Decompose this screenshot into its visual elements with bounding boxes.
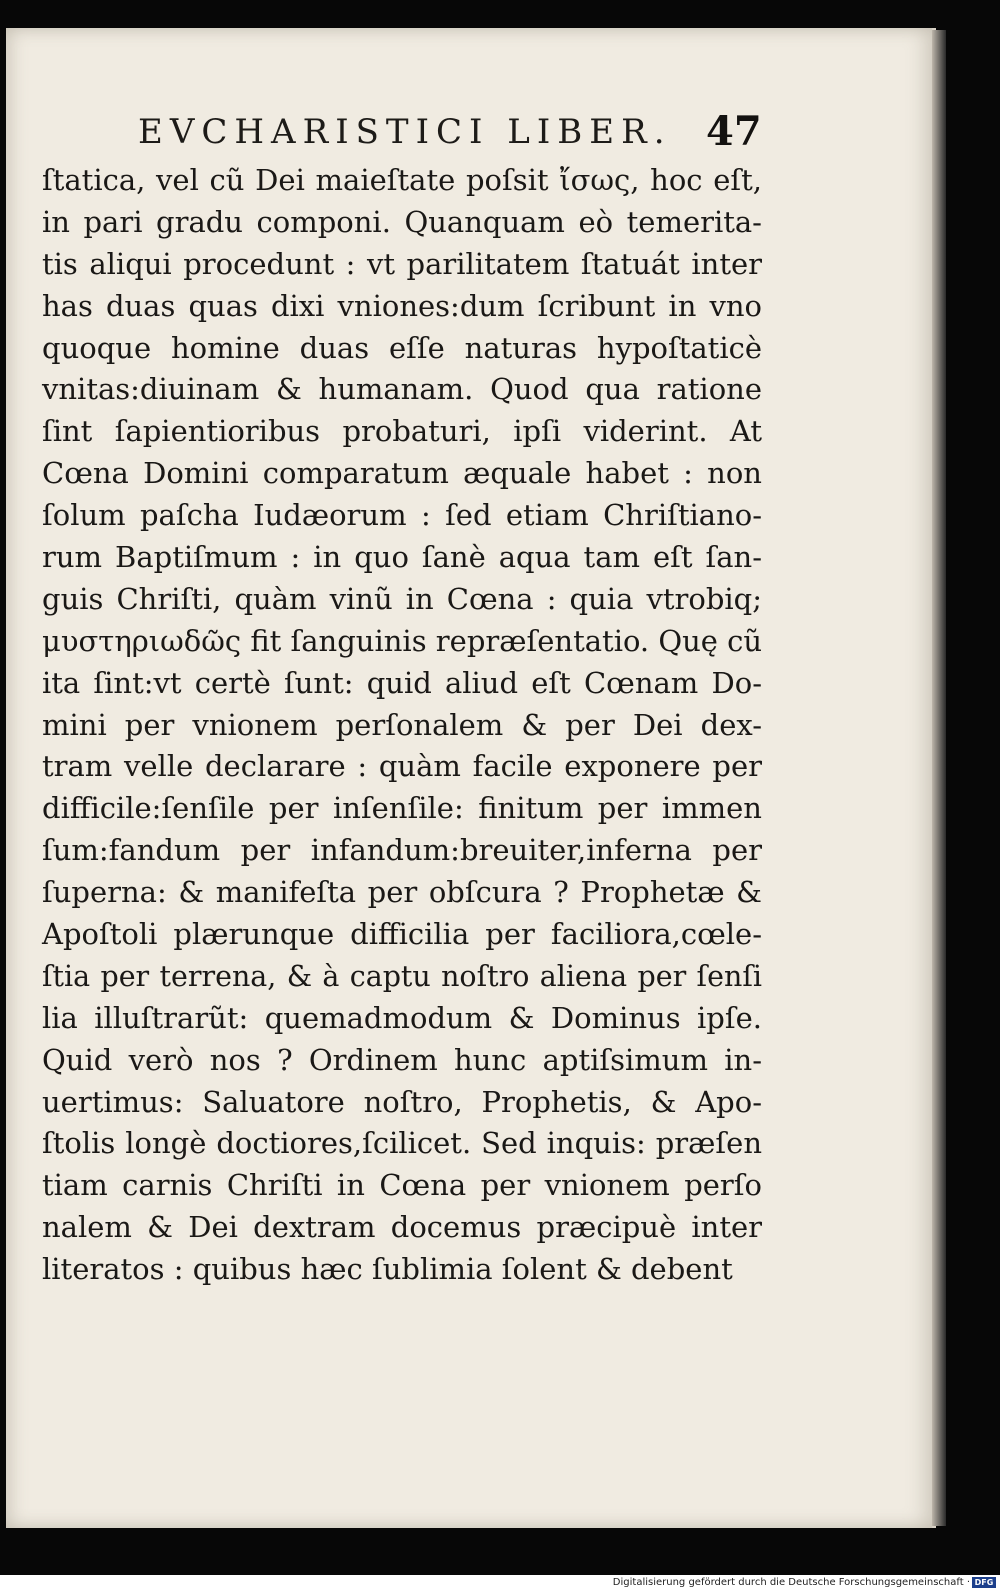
text-line: ſum:fandum per infandum:breuiter,inferna per	[42, 833, 762, 868]
funding-credit: Digitalisierung gefördert durch die Deutsche Forschungsgemeinschaft ·	[612, 1577, 970, 1588]
text-line: ſtolis longè doctiores,ſcilicet. Sed inquis: præſen	[42, 1126, 762, 1161]
text-line: μυστηριωδῶς fit ſanguinis repræſentatio. Quę cũ	[42, 623, 763, 658]
text-line: lia illuſtrarũt: quemadmodum & Dominus ipſe.	[42, 1000, 762, 1035]
text-line: literatos : quibus hæc ſublimia ſolent & debent	[42, 1252, 733, 1287]
page-edge	[932, 30, 946, 1526]
text-line: ita ſint:vt certè ſunt: quid aliud eſt Cœnam Do-	[42, 665, 762, 700]
text-line: quoque homine duas eſſe naturas hypoſtaticè	[42, 330, 762, 365]
text-line: nalem & Dei dextram docemus præcipuè inter	[42, 1210, 762, 1245]
text-line: has duas quas dixi vniones:dum ſcribunt in vno	[42, 288, 762, 323]
text-line: rum Baptiſmum : in quo ſanè aqua tam eſt ſan-	[42, 540, 762, 575]
text-line: in pari gradu componi. Quanquam eò temerita-	[42, 204, 762, 239]
text-line: ſtia per terrena, & à captu noſtro aliena per ſenſi	[42, 959, 762, 993]
text-line: ſuperna: & manifeſta per obſcura ? Prophetæ &	[42, 875, 762, 910]
body-text	[42, 160, 762, 1291]
text-line: tram velle declarare : quàm facile exponere per	[42, 749, 762, 784]
text-line: guis Chriſti, quàm vinũ in Cœna : quia vtrobiq;	[42, 581, 762, 616]
text-line: Quid verò nos ? Ordinem hunc aptiſsimum in-	[42, 1042, 762, 1077]
text-line: Cœna Domini comparatum æquale habet : non	[42, 456, 762, 491]
text-line: ſtatica, vel cũ Dei maieſtate poſsit ἴσως, hoc eſt,	[42, 163, 762, 197]
text-line: Apoſtoli plærunque difficilia per faciliora,cœle-	[42, 917, 762, 952]
text-line: vnitas:diuinam & humanam. Quod qua ratione	[42, 372, 762, 407]
footer-bar	[0, 1575, 1000, 1590]
text-line: uertimus: Saluatore noſtro, Prophetis, & Apo-	[42, 1084, 762, 1119]
dfg-logo-icon: DFG	[972, 1577, 996, 1588]
text-line: mini per vnionem perſonalem & per Dei dex-	[42, 707, 762, 742]
text-line: difficile:ſenſile per inſenſile: finitum per immen	[42, 791, 762, 826]
page-number: 47	[706, 108, 762, 155]
text-line: ſint ſapientioribus probaturi, ipſi viderint. At	[42, 414, 762, 449]
text-line: tiam carnis Chriſti in Cœna per vnionem perſo	[42, 1168, 762, 1203]
running-title: EVCHARISTICI LIBER.	[138, 112, 672, 152]
running-head	[118, 108, 778, 158]
text-line: tis aliqui procedunt : vt parilitatem ſtatuát inter	[42, 246, 762, 281]
text-line: ſolum paſcha Iudæorum : ſed etiam Chriſtiano-	[42, 498, 762, 533]
